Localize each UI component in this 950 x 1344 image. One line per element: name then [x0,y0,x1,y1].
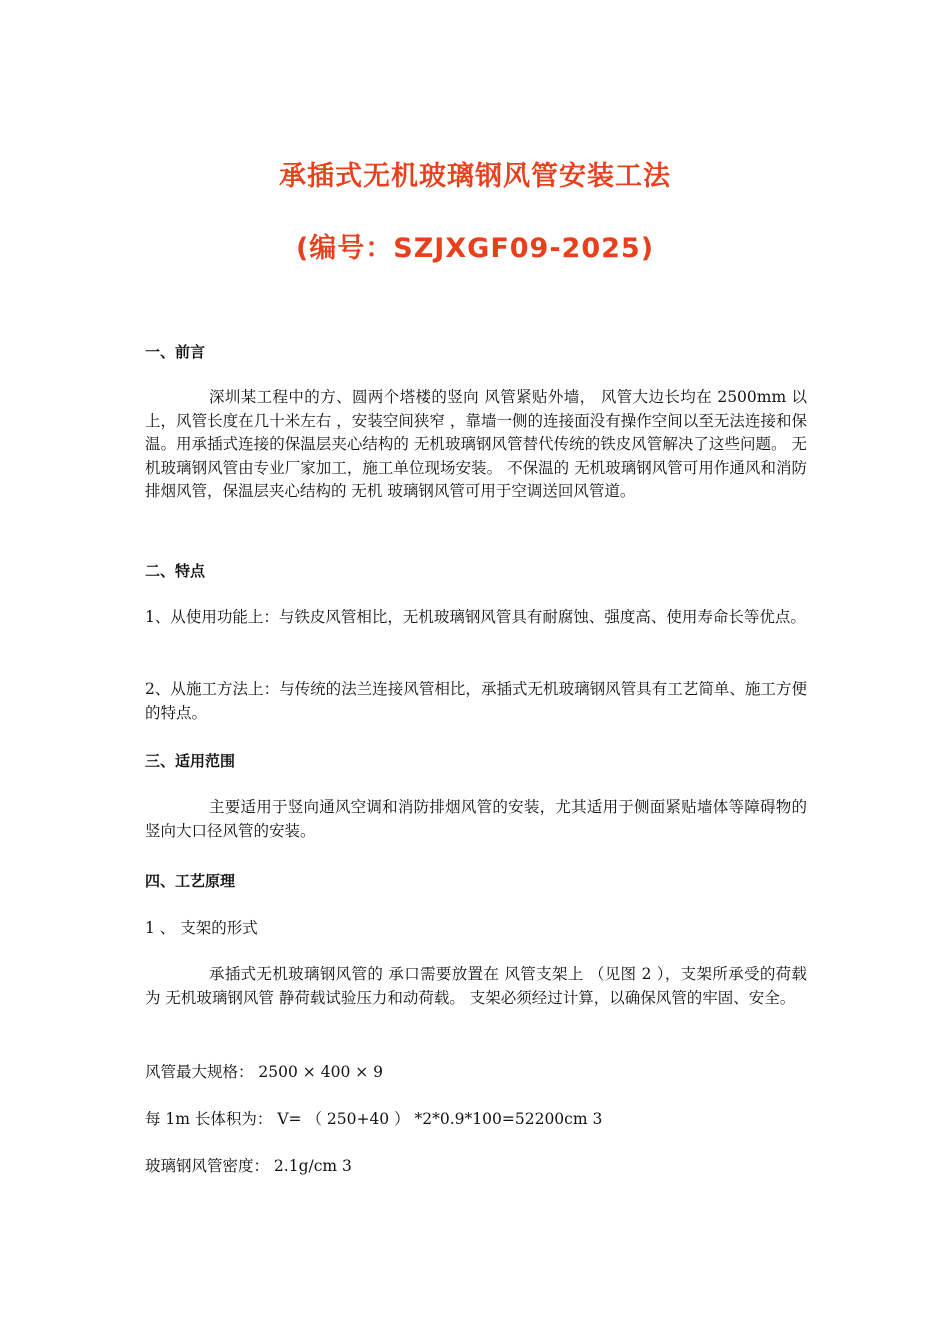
duct-spec-line: 风管最大规格： 2500 × 400 × 9 [145,1063,384,1081]
document-code: (编号：SZJXGF09-2025) [295,233,655,264]
section-heading-features: 二、特点 [145,562,206,580]
section-heading-preface: 一、前言 [145,343,206,361]
preface-paragraph: 深圳某工程中的方、圆两个塔楼的竖向 风管紧贴外墙， 风管大边长均在 2500mm 以上，风管长度在几十米左右 ，安装空间狭窄 ，靠墙一侧的连接面没有操作空间以至无法连接和保温。用承插式连接的保温层夹心结构的 无机玻璃钢风管替代传统的铁皮风管解决了这些问题。 无机玻璃钢风管由专业厂家加工，施工单位现场安装。 不保温的 无机玻璃钢风管可用作通风和消防排烟风管，保温层夹心结构的 无机 玻璃钢风管可用于空调送回风管道。 [145,388,807,500]
principle-subheading-support: 1 、 支架的形式 [145,919,258,937]
features-paragraph-1: 1、从使用功能上：与铁皮风管相比，无机玻璃钢风管具有耐腐蚀、强度高、使用寿命长等优点。 [145,608,806,626]
section-heading-scope: 三、适用范围 [145,752,236,770]
principle-paragraph: 承插式无机玻璃钢风管的 承口需要放置在 风管支架上 （见图 2 ），支架所承受的荷载为 无机玻璃钢风管 静荷载试验压力和动荷载。 支架必须经过计算，以确保风管的牢固、安全。 [145,965,807,1007]
features-paragraph-2: 2、从施工方法上：与传统的法兰连接风管相比，承插式无机玻璃钢风管具有工艺简单、施工方便的特点。 [145,680,807,722]
duct-volume-line: 每 1m 长体积为： V= （ 250+40 ） *2*0.9*100=52200cm 3 [145,1110,603,1128]
duct-density-line: 玻璃钢风管密度： 2.1g/cm 3 [145,1157,352,1175]
scope-paragraph: 主要适用于竖向通风空调和消防排烟风管的安装，尤其适用于侧面紧贴墙体等障碍物的竖向大口径风管的安装。 [145,798,807,840]
section-heading-principle: 四、工艺原理 [145,872,236,890]
document-title: 承插式无机玻璃钢风管安装工法 [279,161,671,192]
